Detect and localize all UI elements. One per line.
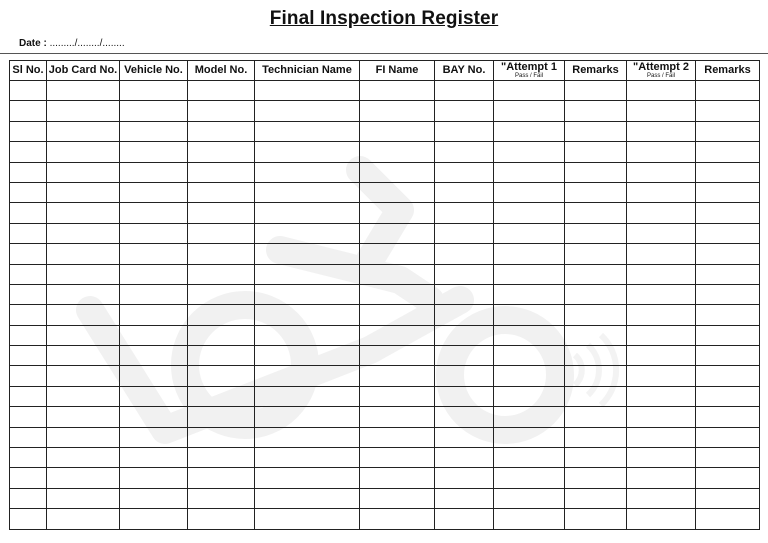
- column-header-label: Job Card No.: [48, 64, 118, 76]
- table-row: [10, 182, 760, 202]
- table-cell[interactable]: [188, 182, 255, 202]
- table-cell[interactable]: [255, 182, 360, 202]
- table-cell[interactable]: [627, 305, 696, 325]
- table-cell[interactable]: [360, 325, 435, 345]
- table-cell[interactable]: [494, 121, 565, 141]
- table-cell[interactable]: [120, 448, 188, 468]
- table-cell[interactable]: [360, 284, 435, 304]
- table-cell[interactable]: [565, 81, 627, 101]
- table-cell[interactable]: [627, 244, 696, 264]
- table-cell[interactable]: [435, 81, 494, 101]
- table-cell[interactable]: [255, 223, 360, 243]
- table-cell[interactable]: [47, 488, 120, 508]
- table-cell[interactable]: [494, 407, 565, 427]
- table-row: [10, 366, 760, 386]
- column-header: [188, 61, 255, 81]
- table-row: [10, 468, 760, 488]
- table-cell[interactable]: [10, 182, 47, 202]
- table-cell[interactable]: [120, 468, 188, 488]
- table-cell[interactable]: [627, 162, 696, 182]
- column-header: [47, 61, 120, 81]
- table-cell[interactable]: [360, 162, 435, 182]
- table-cell[interactable]: [47, 284, 120, 304]
- table-row: [10, 81, 760, 101]
- table-row: [10, 264, 760, 284]
- table-cell[interactable]: [360, 223, 435, 243]
- table-cell[interactable]: [696, 427, 760, 447]
- table-cell[interactable]: [627, 325, 696, 345]
- table-row: [10, 162, 760, 182]
- table-cell[interactable]: [47, 305, 120, 325]
- table-cell[interactable]: [494, 488, 565, 508]
- table-cell[interactable]: [10, 264, 47, 284]
- table-cell[interactable]: [120, 121, 188, 141]
- table-cell[interactable]: [435, 223, 494, 243]
- table-cell[interactable]: [696, 407, 760, 427]
- table-cell[interactable]: [10, 223, 47, 243]
- table-cell[interactable]: [10, 101, 47, 121]
- table-cell[interactable]: [47, 346, 120, 366]
- column-header-label: Remarks: [572, 64, 619, 76]
- table-cell[interactable]: [255, 305, 360, 325]
- table-cell[interactable]: [494, 448, 565, 468]
- table-cell[interactable]: [120, 203, 188, 223]
- table-cell[interactable]: [696, 468, 760, 488]
- column-header: [120, 61, 188, 81]
- table-cell[interactable]: [565, 203, 627, 223]
- table-cell[interactable]: [10, 121, 47, 141]
- table-row: [10, 386, 760, 406]
- column-header-sublabel: Pass / Fail: [646, 72, 675, 79]
- table-cell[interactable]: [10, 142, 47, 162]
- table-cell[interactable]: [494, 509, 565, 529]
- table-cell[interactable]: [565, 488, 627, 508]
- table-cell[interactable]: [435, 264, 494, 284]
- column-header: [10, 61, 47, 81]
- table-cell[interactable]: [696, 264, 760, 284]
- table-cell[interactable]: [696, 162, 760, 182]
- table-cell[interactable]: [120, 366, 188, 386]
- table-cell[interactable]: [627, 386, 696, 406]
- table-cell[interactable]: [10, 366, 47, 386]
- table-cell[interactable]: [47, 162, 120, 182]
- table-cell[interactable]: [696, 325, 760, 345]
- table-cell[interactable]: [47, 427, 120, 447]
- table-cell[interactable]: [696, 448, 760, 468]
- table-cell[interactable]: [120, 346, 188, 366]
- header-divider: [0, 53, 768, 54]
- table-row: [10, 488, 760, 508]
- table-cell[interactable]: [10, 244, 47, 264]
- table-cell[interactable]: [188, 509, 255, 529]
- table-cell[interactable]: [565, 142, 627, 162]
- table-cell[interactable]: [627, 468, 696, 488]
- table-cell[interactable]: [255, 448, 360, 468]
- table-cell[interactable]: [696, 366, 760, 386]
- column-header: [255, 61, 360, 81]
- table-cell[interactable]: [696, 284, 760, 304]
- table-cell[interactable]: [188, 244, 255, 264]
- table-cell[interactable]: [696, 305, 760, 325]
- table-cell[interactable]: [120, 284, 188, 304]
- table-cell[interactable]: [120, 488, 188, 508]
- table-cell[interactable]: [565, 223, 627, 243]
- table-cell[interactable]: [435, 386, 494, 406]
- table-cell[interactable]: [565, 325, 627, 345]
- table-cell[interactable]: [255, 366, 360, 386]
- table-cell[interactable]: [435, 427, 494, 447]
- table-cell[interactable]: [627, 407, 696, 427]
- table-cell[interactable]: [360, 386, 435, 406]
- table-row: [10, 448, 760, 468]
- table-cell[interactable]: [120, 325, 188, 345]
- column-header-label: BAY No.: [442, 64, 486, 76]
- table-cell[interactable]: [627, 264, 696, 284]
- table-cell[interactable]: [696, 386, 760, 406]
- table-cell[interactable]: [188, 81, 255, 101]
- table-cell[interactable]: [10, 284, 47, 304]
- table-cell[interactable]: [188, 203, 255, 223]
- table-cell[interactable]: [627, 121, 696, 141]
- table-cell[interactable]: [188, 305, 255, 325]
- table-cell[interactable]: [120, 101, 188, 121]
- register-table: [9, 60, 760, 530]
- table-cell[interactable]: [10, 81, 47, 101]
- table-cell[interactable]: [360, 509, 435, 529]
- table-cell[interactable]: [360, 101, 435, 121]
- column-header-label: "Attempt 2: [633, 60, 689, 73]
- table-cell[interactable]: [47, 448, 120, 468]
- table-cell[interactable]: [47, 223, 120, 243]
- table-cell[interactable]: [255, 101, 360, 121]
- table-cell[interactable]: [494, 325, 565, 345]
- table-row: [10, 203, 760, 223]
- table-cell[interactable]: [360, 264, 435, 284]
- table-cell[interactable]: [565, 182, 627, 202]
- table-cell[interactable]: [627, 509, 696, 529]
- table-cell[interactable]: [188, 142, 255, 162]
- table-cell[interactable]: [360, 488, 435, 508]
- table-cell[interactable]: [627, 182, 696, 202]
- table-cell[interactable]: [255, 509, 360, 529]
- table-cell[interactable]: [435, 121, 494, 141]
- table-cell[interactable]: [47, 468, 120, 488]
- table-cell[interactable]: [47, 509, 120, 529]
- table-cell[interactable]: [255, 346, 360, 366]
- table-cell[interactable]: [360, 468, 435, 488]
- table-cell[interactable]: [120, 81, 188, 101]
- table-cell[interactable]: [435, 448, 494, 468]
- table-cell[interactable]: [696, 223, 760, 243]
- table-cell[interactable]: [360, 427, 435, 447]
- table-cell[interactable]: [10, 509, 47, 529]
- table-cell[interactable]: [565, 448, 627, 468]
- table-cell[interactable]: [255, 427, 360, 447]
- table-cell[interactable]: [696, 142, 760, 162]
- table-cell[interactable]: [188, 427, 255, 447]
- table-cell[interactable]: [435, 488, 494, 508]
- table-cell[interactable]: [120, 407, 188, 427]
- table-cell[interactable]: [435, 182, 494, 202]
- table-cell[interactable]: [627, 366, 696, 386]
- date-label: Date :: [19, 38, 47, 49]
- column-header-label: Model No.: [194, 64, 248, 76]
- table-cell[interactable]: [47, 121, 120, 141]
- table-cell[interactable]: [47, 142, 120, 162]
- table-cell[interactable]: [435, 468, 494, 488]
- table-row: [10, 325, 760, 345]
- table-cell[interactable]: [494, 386, 565, 406]
- table-cell[interactable]: [565, 509, 627, 529]
- table-cell[interactable]: [47, 325, 120, 345]
- table-cell[interactable]: [696, 346, 760, 366]
- table-cell[interactable]: [696, 488, 760, 508]
- table-cell[interactable]: [255, 284, 360, 304]
- table-cell[interactable]: [120, 162, 188, 182]
- table-cell[interactable]: [494, 182, 565, 202]
- table-row: [10, 509, 760, 529]
- table-row: [10, 407, 760, 427]
- table-cell[interactable]: [565, 468, 627, 488]
- table-cell[interactable]: [435, 101, 494, 121]
- table-cell[interactable]: [627, 142, 696, 162]
- table-row: [10, 346, 760, 366]
- table-cell[interactable]: [696, 509, 760, 529]
- column-header-label: Technician Name: [262, 64, 352, 76]
- table-cell[interactable]: [255, 488, 360, 508]
- table-cell[interactable]: [10, 203, 47, 223]
- table-cell[interactable]: [494, 284, 565, 304]
- table-cell[interactable]: [120, 223, 188, 243]
- table-cell[interactable]: [120, 305, 188, 325]
- date-field: [19, 38, 125, 49]
- table-cell[interactable]: [435, 284, 494, 304]
- table-cell[interactable]: [10, 448, 47, 468]
- table-row: [10, 223, 760, 243]
- table-cell[interactable]: [10, 325, 47, 345]
- table-cell[interactable]: [565, 264, 627, 284]
- table-cell[interactable]: [47, 203, 120, 223]
- table-cell[interactable]: [696, 121, 760, 141]
- column-header-label: FI Name: [375, 64, 419, 76]
- table-cell[interactable]: [47, 407, 120, 427]
- table-cell[interactable]: [494, 162, 565, 182]
- table-cell[interactable]: [120, 264, 188, 284]
- table-cell[interactable]: [565, 407, 627, 427]
- table-cell[interactable]: [360, 346, 435, 366]
- table-cell[interactable]: [188, 264, 255, 284]
- table-cell[interactable]: [435, 162, 494, 182]
- table-cell[interactable]: [47, 244, 120, 264]
- table-cell[interactable]: [360, 407, 435, 427]
- table-cell[interactable]: [255, 162, 360, 182]
- table-cell[interactable]: [435, 142, 494, 162]
- table-cell[interactable]: [188, 448, 255, 468]
- table-cell[interactable]: [565, 386, 627, 406]
- table-cell[interactable]: [255, 407, 360, 427]
- table-cell[interactable]: [435, 325, 494, 345]
- table-cell[interactable]: [565, 366, 627, 386]
- table-row: [10, 142, 760, 162]
- table-cell[interactable]: [627, 203, 696, 223]
- table-cell[interactable]: [10, 386, 47, 406]
- table-cell[interactable]: [255, 121, 360, 141]
- table-cell[interactable]: [565, 346, 627, 366]
- table-cell[interactable]: [494, 81, 565, 101]
- table-cell[interactable]: [120, 386, 188, 406]
- table-row: [10, 427, 760, 447]
- column-header-label: "Attempt 1: [501, 60, 557, 73]
- table-cell[interactable]: [435, 244, 494, 264]
- table-cell[interactable]: [494, 305, 565, 325]
- table-cell[interactable]: [188, 386, 255, 406]
- column-header-label: Vehicle No.: [124, 64, 183, 76]
- table-cell[interactable]: [360, 121, 435, 141]
- table-cell[interactable]: [565, 101, 627, 121]
- table-cell[interactable]: [47, 101, 120, 121]
- table-cell[interactable]: [494, 346, 565, 366]
- table-cell[interactable]: [120, 182, 188, 202]
- table-cell[interactable]: [435, 203, 494, 223]
- table-cell[interactable]: [565, 305, 627, 325]
- table-cell[interactable]: [494, 366, 565, 386]
- table-cell[interactable]: [10, 346, 47, 366]
- table-cell[interactable]: [565, 427, 627, 447]
- table-cell[interactable]: [188, 366, 255, 386]
- table-cell[interactable]: [360, 142, 435, 162]
- table-cell[interactable]: [696, 244, 760, 264]
- table-cell[interactable]: [565, 284, 627, 304]
- table-cell[interactable]: [47, 264, 120, 284]
- table-cell[interactable]: [120, 142, 188, 162]
- table-cell[interactable]: [188, 488, 255, 508]
- table-cell[interactable]: [188, 162, 255, 182]
- table-cell[interactable]: [360, 448, 435, 468]
- table-cell[interactable]: [255, 244, 360, 264]
- column-header-label: Sl No.: [12, 64, 44, 76]
- table-cell[interactable]: [494, 142, 565, 162]
- table-row: [10, 244, 760, 264]
- table-row: [10, 121, 760, 141]
- table-cell[interactable]: [255, 386, 360, 406]
- table-cell[interactable]: [255, 468, 360, 488]
- table-cell[interactable]: [627, 346, 696, 366]
- table-cell[interactable]: [188, 325, 255, 345]
- table-cell[interactable]: [494, 101, 565, 121]
- table-cell[interactable]: [255, 81, 360, 101]
- table-cell[interactable]: [10, 468, 47, 488]
- table-cell[interactable]: [47, 366, 120, 386]
- table-cell[interactable]: [188, 468, 255, 488]
- table-cell[interactable]: [494, 468, 565, 488]
- table-row: [10, 101, 760, 121]
- table-cell[interactable]: [627, 284, 696, 304]
- table-cell[interactable]: [10, 407, 47, 427]
- table-cell[interactable]: [360, 182, 435, 202]
- table-cell[interactable]: [360, 305, 435, 325]
- table-cell[interactable]: [255, 142, 360, 162]
- column-header: [360, 61, 435, 81]
- table-row: [10, 305, 760, 325]
- table-cell[interactable]: [494, 244, 565, 264]
- table-cell[interactable]: [10, 488, 47, 508]
- register-title: Final Inspection Register: [269, 8, 499, 29]
- date-placeholder: ........./......../........: [49, 38, 125, 49]
- table-cell[interactable]: [494, 203, 565, 223]
- table-cell[interactable]: [255, 264, 360, 284]
- table-cell[interactable]: [10, 427, 47, 447]
- column-header-sublabel: Pass / Fail: [514, 72, 543, 79]
- table-cell[interactable]: [696, 182, 760, 202]
- table-cell[interactable]: [188, 284, 255, 304]
- table-cell[interactable]: [435, 346, 494, 366]
- table-cell[interactable]: [627, 81, 696, 101]
- table-cell[interactable]: [10, 162, 47, 182]
- table-cell[interactable]: [565, 162, 627, 182]
- table-cell[interactable]: [627, 448, 696, 468]
- table-cell[interactable]: [47, 81, 120, 101]
- table-cell[interactable]: [627, 223, 696, 243]
- table-cell[interactable]: [435, 509, 494, 529]
- table-cell[interactable]: [360, 244, 435, 264]
- table-cell[interactable]: [188, 407, 255, 427]
- table-cell[interactable]: [120, 509, 188, 529]
- table-cell[interactable]: [188, 346, 255, 366]
- table-cell[interactable]: [435, 305, 494, 325]
- column-header: [435, 61, 494, 81]
- table-cell[interactable]: [360, 81, 435, 101]
- table-header-row: [10, 61, 760, 81]
- table-cell[interactable]: [255, 203, 360, 223]
- table-cell[interactable]: [120, 244, 188, 264]
- table-cell[interactable]: [696, 101, 760, 121]
- table-cell[interactable]: [494, 223, 565, 243]
- column-header: [696, 61, 760, 81]
- table-cell[interactable]: [188, 121, 255, 141]
- table-cell[interactable]: [47, 386, 120, 406]
- table-cell[interactable]: [10, 305, 47, 325]
- table-cell[interactable]: [494, 427, 565, 447]
- table-row: [10, 284, 760, 304]
- table-cell[interactable]: [435, 407, 494, 427]
- table-cell[interactable]: [255, 325, 360, 345]
- table-cell[interactable]: [627, 427, 696, 447]
- table-cell[interactable]: [188, 223, 255, 243]
- column-header: [494, 61, 565, 81]
- table-cell[interactable]: [627, 488, 696, 508]
- table-cell[interactable]: [696, 81, 760, 101]
- table-cell[interactable]: [47, 182, 120, 202]
- table-cell[interactable]: [435, 366, 494, 386]
- column-header: [565, 61, 627, 81]
- table-cell[interactable]: [360, 366, 435, 386]
- column-header-label: Remarks: [704, 64, 751, 76]
- table-cell[interactable]: [494, 264, 565, 284]
- table-cell[interactable]: [565, 121, 627, 141]
- column-header: [627, 61, 696, 81]
- table-cell[interactable]: [627, 101, 696, 121]
- table-cell[interactable]: [120, 427, 188, 447]
- table-cell[interactable]: [565, 244, 627, 264]
- table-cell[interactable]: [696, 203, 760, 223]
- table-cell[interactable]: [188, 101, 255, 121]
- table-cell[interactable]: [360, 203, 435, 223]
